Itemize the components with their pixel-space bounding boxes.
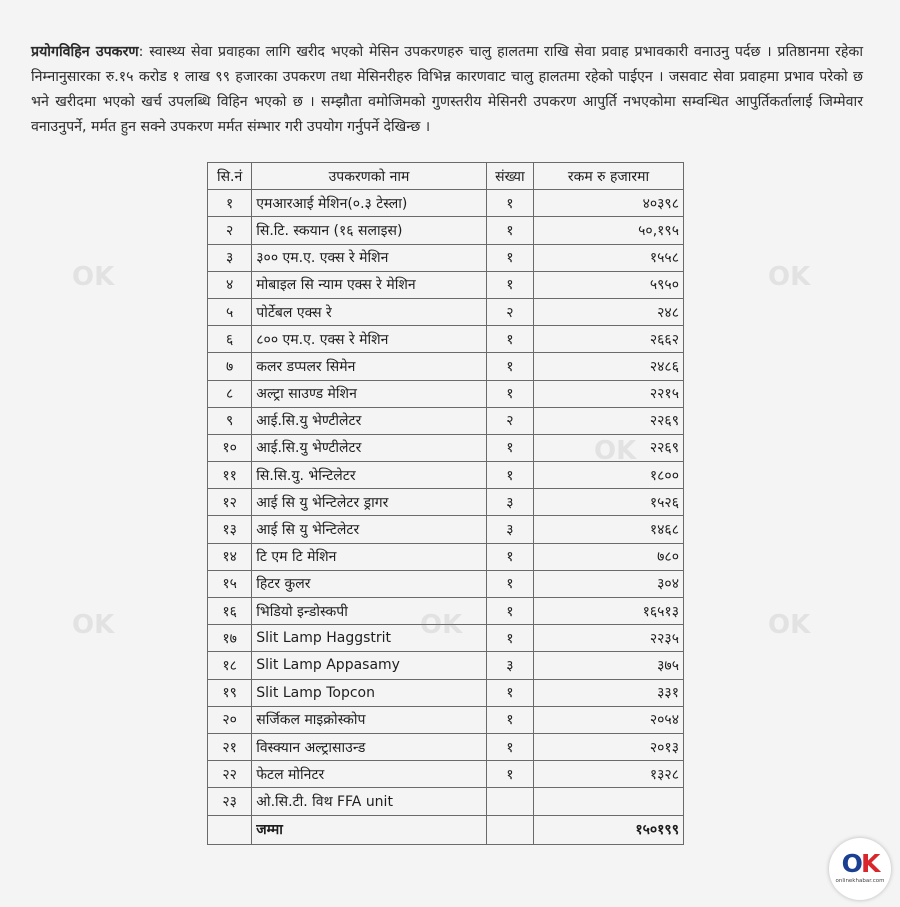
row-name: सि.टि. स्कयान (१६ सलाइस)	[252, 217, 486, 244]
table-row	[208, 217, 684, 244]
row-name: ओ.सि.टी. विथ FFA unit	[252, 788, 486, 815]
row-sn: ३	[208, 244, 252, 271]
header-amount: रकम रु हजारमा	[534, 163, 684, 190]
row-sn: ७	[208, 353, 252, 380]
row-sn: ११	[208, 462, 252, 489]
row-amount: १८००	[534, 462, 684, 489]
row-name: आई सि यु भेन्टिलेटर ड्रागर	[252, 489, 486, 516]
watermark-icon: OK	[768, 610, 811, 640]
row-amount: २२३५	[534, 625, 684, 652]
watermark-icon: OK	[420, 610, 463, 640]
row-qty: १	[486, 733, 533, 760]
table-row	[208, 353, 684, 380]
table-row	[208, 190, 684, 217]
row-amount: २६६२	[534, 326, 684, 353]
header-qty: संख्या	[486, 163, 533, 190]
table-row	[208, 298, 684, 325]
row-sn: १५	[208, 570, 252, 597]
row-sn: १९	[208, 679, 252, 706]
total-label: जम्मा	[252, 815, 486, 844]
row-sn: १७	[208, 625, 252, 652]
row-sn: १८	[208, 652, 252, 679]
watermark-icon: OK	[768, 262, 811, 292]
row-name: भिडियो इन्डोस्कपी	[252, 598, 486, 625]
row-qty: १	[486, 434, 533, 461]
row-name: Slit Lamp Topcon	[252, 679, 486, 706]
row-qty: १	[486, 190, 533, 217]
row-qty: १	[486, 380, 533, 407]
row-amount: ३७५	[534, 652, 684, 679]
table-header-row	[208, 163, 684, 190]
row-name: फेटल मोनिटर	[252, 761, 486, 788]
row-name: ३०० एम.ए. एक्स रे मेशिन	[252, 244, 486, 271]
table-row	[208, 570, 684, 597]
row-amount: ३३१	[534, 679, 684, 706]
total-amount: १५०१९९	[534, 815, 684, 844]
row-sn: ६	[208, 326, 252, 353]
row-qty: १	[486, 598, 533, 625]
row-amount	[534, 788, 684, 815]
row-qty: १	[486, 761, 533, 788]
onlinekhabar-logo[interactable]	[829, 838, 891, 900]
table-row	[208, 733, 684, 760]
row-amount: ५९५०	[534, 271, 684, 298]
total-qty-cell	[486, 815, 533, 844]
row-amount: १६५१३	[534, 598, 684, 625]
row-amount: १५५८	[534, 244, 684, 271]
row-amount: २४८६	[534, 353, 684, 380]
row-sn: २०	[208, 706, 252, 733]
table-row	[208, 679, 684, 706]
table-row	[208, 761, 684, 788]
table-row	[208, 271, 684, 298]
row-name: कलर डप्पलर सिमेन	[252, 353, 486, 380]
header-name: उपकरणको नाम	[252, 163, 486, 190]
logo-mark-icon: OK	[841, 849, 879, 878]
row-qty: ३	[486, 652, 533, 679]
row-name: अल्ट्रा साउण्ड मेशिन	[252, 380, 486, 407]
row-qty: ३	[486, 516, 533, 543]
row-sn: २२	[208, 761, 252, 788]
table-row	[208, 380, 684, 407]
watermark-icon: OK	[594, 436, 637, 466]
row-sn: २१	[208, 733, 252, 760]
row-name: ८०० एम.ए. एक्स रे मेशिन	[252, 326, 486, 353]
row-name: विस्क्यान अल्ट्रासाउन्ड	[252, 733, 486, 760]
row-sn: १३	[208, 516, 252, 543]
row-amount: २२६९	[534, 407, 684, 434]
row-qty: २	[486, 407, 533, 434]
row-amount: २२१५	[534, 380, 684, 407]
total-sn-cell	[208, 815, 252, 844]
row-amount: ५०,१९५	[534, 217, 684, 244]
watermark-icon: OK	[72, 610, 115, 640]
table-row	[208, 407, 684, 434]
paragraph-lead: प्रयोगविहिन उपकरण	[31, 44, 139, 60]
row-amount: ३०४	[534, 570, 684, 597]
row-amount: २०५४	[534, 706, 684, 733]
row-sn: ५	[208, 298, 252, 325]
row-sn: १६	[208, 598, 252, 625]
row-sn: ९	[208, 407, 252, 434]
row-qty: १	[486, 353, 533, 380]
table-row	[208, 489, 684, 516]
row-name: Slit Lamp Appasamy	[252, 652, 486, 679]
row-qty	[486, 788, 533, 815]
table-body	[208, 190, 684, 815]
table-row	[208, 706, 684, 733]
row-qty: १	[486, 679, 533, 706]
table-row	[208, 652, 684, 679]
row-sn: २३	[208, 788, 252, 815]
row-qty: १	[486, 244, 533, 271]
row-qty: १	[486, 271, 533, 298]
table-row	[208, 543, 684, 570]
row-qty: २	[486, 298, 533, 325]
watermark-icon: OK	[72, 262, 115, 292]
row-sn: ४	[208, 271, 252, 298]
row-name: टि एम टि मेशिन	[252, 543, 486, 570]
row-amount: २४८	[534, 298, 684, 325]
row-amount: २०१३	[534, 733, 684, 760]
row-qty: ३	[486, 489, 533, 516]
row-name: सर्जिकल माइक्रोस्कोप	[252, 706, 486, 733]
row-qty: १	[486, 543, 533, 570]
row-name: आई.सि.यु भेण्टीलेटर	[252, 407, 486, 434]
row-amount: २२६९	[534, 434, 684, 461]
logo-site: onlinekhabar.com	[835, 878, 885, 884]
row-name: सि.सि.यु. भेन्टिलेटर	[252, 462, 486, 489]
row-amount: १५२६	[534, 489, 684, 516]
row-name: मोबाइल सि न्याम एक्स रे मेशिन	[252, 271, 486, 298]
row-qty: १	[486, 462, 533, 489]
row-sn: १२	[208, 489, 252, 516]
header-sn: सि.नं	[208, 163, 252, 190]
row-qty: १	[486, 217, 533, 244]
row-sn: २	[208, 217, 252, 244]
table-row	[208, 516, 684, 543]
table-row	[208, 244, 684, 271]
row-name: एमआरआई मेशिन(०.३ टेस्ला)	[252, 190, 486, 217]
row-name: Slit Lamp Haggstrit	[252, 625, 486, 652]
row-amount: १३२८	[534, 761, 684, 788]
row-sn: १०	[208, 434, 252, 461]
row-name: आई.सि.यु भेण्टीलेटर	[252, 434, 486, 461]
row-qty: १	[486, 570, 533, 597]
paragraph-text: : स्वास्थ्य सेवा प्रवाहका लागि खरीद भएको मेसिन उपकरणहरु चालु हालतमा राखि सेवा प्रवाह प्रभावकारी वनाउनु पर्दछ । प्रतिष्ठानमा रहेका निम्नानुसारका रु.१५ करोड १ लाख ९९ हजारका उपकरण तथा मेसिनरीहरु विभिन्न कारणवाट चालु हालतमा रहेको पाईएन । जसवाट सेवा प्रवाहमा प्रभाव परेको छ भने खरीदमा भएको खर्च उपलब्धि विहिन भएको छ । सम्झौता वमोजिमको गुणस्तरीय मेसिनरी उपकरण आपुर्ति नभएकोमा सम्वन्धित आपुर्तिकर्तालाई जिम्मेवार वनाउनुपर्ने, मर्मत हुन सक्ने उपकरण मर्मत संम्भार गरी उपयोग गर्नुपर्ने देखिन्छ ।	[31, 44, 864, 135]
row-qty: १	[486, 625, 533, 652]
row-name: पोर्टेबल एक्स रे	[252, 298, 486, 325]
row-amount: १४६८	[534, 516, 684, 543]
row-amount: ४०३९८	[534, 190, 684, 217]
row-name: हिटर कुलर	[252, 570, 486, 597]
row-sn: १	[208, 190, 252, 217]
row-sn: ८	[208, 380, 252, 407]
table-row	[208, 788, 684, 815]
row-amount: ७८०	[534, 543, 684, 570]
row-sn: १४	[208, 543, 252, 570]
row-qty: १	[486, 326, 533, 353]
row-name: आई सि यु भेन्टिलेटर	[252, 516, 486, 543]
row-qty: १	[486, 706, 533, 733]
intro-paragraph	[31, 40, 863, 140]
table-row	[208, 326, 684, 353]
total-row	[208, 815, 684, 844]
equipment-table	[207, 162, 684, 845]
